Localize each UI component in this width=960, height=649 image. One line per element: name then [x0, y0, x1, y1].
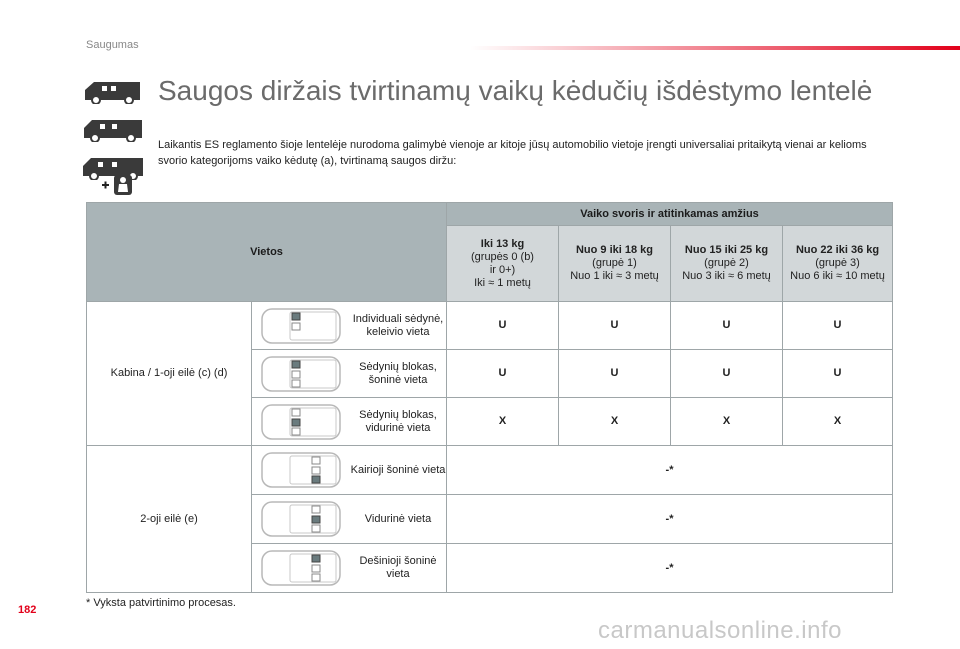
- value-cell: U: [671, 302, 783, 350]
- header-accent-line: [470, 46, 960, 50]
- child-seat-icon: [100, 174, 134, 196]
- table-row: [87, 302, 893, 350]
- weight-col-1: Iki 13 kg (grupės 0 (b) ir 0+) Iki ≈ 1 metų: [447, 226, 559, 302]
- watermark: carmanualsonline.info: [598, 617, 842, 644]
- value-cell: X: [671, 398, 783, 446]
- vehicle-icons: [82, 78, 154, 192]
- intro-paragraph: Laikantis ES reglamento šioje lentelėje nurodoma galimybė vienoje ar kitoje jūsų automobilio vietoje įrengti universaliai pritaikytą vienai ar kelioms svorio kategorijoms vaiko kėdutę (a), tvirtinamą saugos diržu:: [158, 139, 867, 167]
- van-top-view-icon: [260, 450, 344, 490]
- seat-cell: [252, 544, 447, 593]
- van-top-view-icon: [260, 402, 344, 442]
- seat-cell: [252, 398, 447, 446]
- seat-cell: [252, 495, 447, 544]
- seat-label: Sėdynių blokas, šoninė vieta: [359, 360, 437, 386]
- value-cell: U: [447, 350, 559, 398]
- seat-cell: [252, 302, 447, 350]
- seat-label: Sėdynių blokas, vidurinė vieta: [359, 408, 437, 434]
- van-short-icon: [82, 78, 144, 104]
- seat-label: Dešinioji šoninė vieta: [359, 555, 437, 580]
- value-cell: U: [559, 302, 671, 350]
- value-cell: -*: [447, 495, 893, 544]
- van-top-view-icon: [260, 354, 344, 394]
- weight-col-4: Nuo 22 iki 36 kg (grupė 3) Nuo 6 iki ≈ 10 metų: [783, 226, 893, 302]
- value-cell: U: [783, 302, 893, 350]
- page-number: 182: [18, 604, 37, 616]
- seat-label: Individuali sėdynė, keleivio vieta: [352, 312, 444, 338]
- value-cell: X: [447, 398, 559, 446]
- seat-label: Kairioji šoninė vieta: [350, 463, 446, 476]
- section-title: Saugumas: [86, 39, 139, 51]
- seat-cell: [252, 350, 447, 398]
- row-group-label: Kabina / 1-oji eilė (c) (d): [87, 302, 252, 446]
- location-header: Vietos: [87, 203, 447, 302]
- footnote: * Vyksta patvirtinimo procesas.: [86, 597, 236, 609]
- weight-col-3: Nuo 15 iki 25 kg (grupė 2) Nuo 3 iki ≈ 6 metų: [671, 226, 783, 302]
- value-cell: -*: [447, 544, 893, 593]
- value-cell: X: [783, 398, 893, 446]
- row-group-label: 2-oji eilė (e): [87, 446, 252, 593]
- table-row: [87, 446, 893, 495]
- weight-group-header: Vaiko svoris ir atitinkamas amžius: [447, 203, 893, 226]
- value-cell: U: [559, 350, 671, 398]
- van-top-view-icon: [260, 499, 344, 539]
- value-cell: U: [447, 302, 559, 350]
- seat-cell: [252, 446, 447, 495]
- seat-label: Vidurinė vieta: [364, 512, 432, 525]
- van-medium-icon: [82, 116, 144, 142]
- weight-col-2: Nuo 9 iki 18 kg (grupė 1) Nuo 1 iki ≈ 3 metų: [559, 226, 671, 302]
- child-seat-table: [86, 202, 893, 593]
- van-top-view-icon: [260, 306, 344, 346]
- value-cell: -*: [447, 446, 893, 495]
- van-top-view-icon: [260, 548, 344, 588]
- page-title: Saugos diržais tvirtinamų vaikų kėdučių išdėstymo lentelė: [158, 75, 873, 106]
- value-cell: U: [671, 350, 783, 398]
- value-cell: X: [559, 398, 671, 446]
- value-cell: U: [783, 350, 893, 398]
